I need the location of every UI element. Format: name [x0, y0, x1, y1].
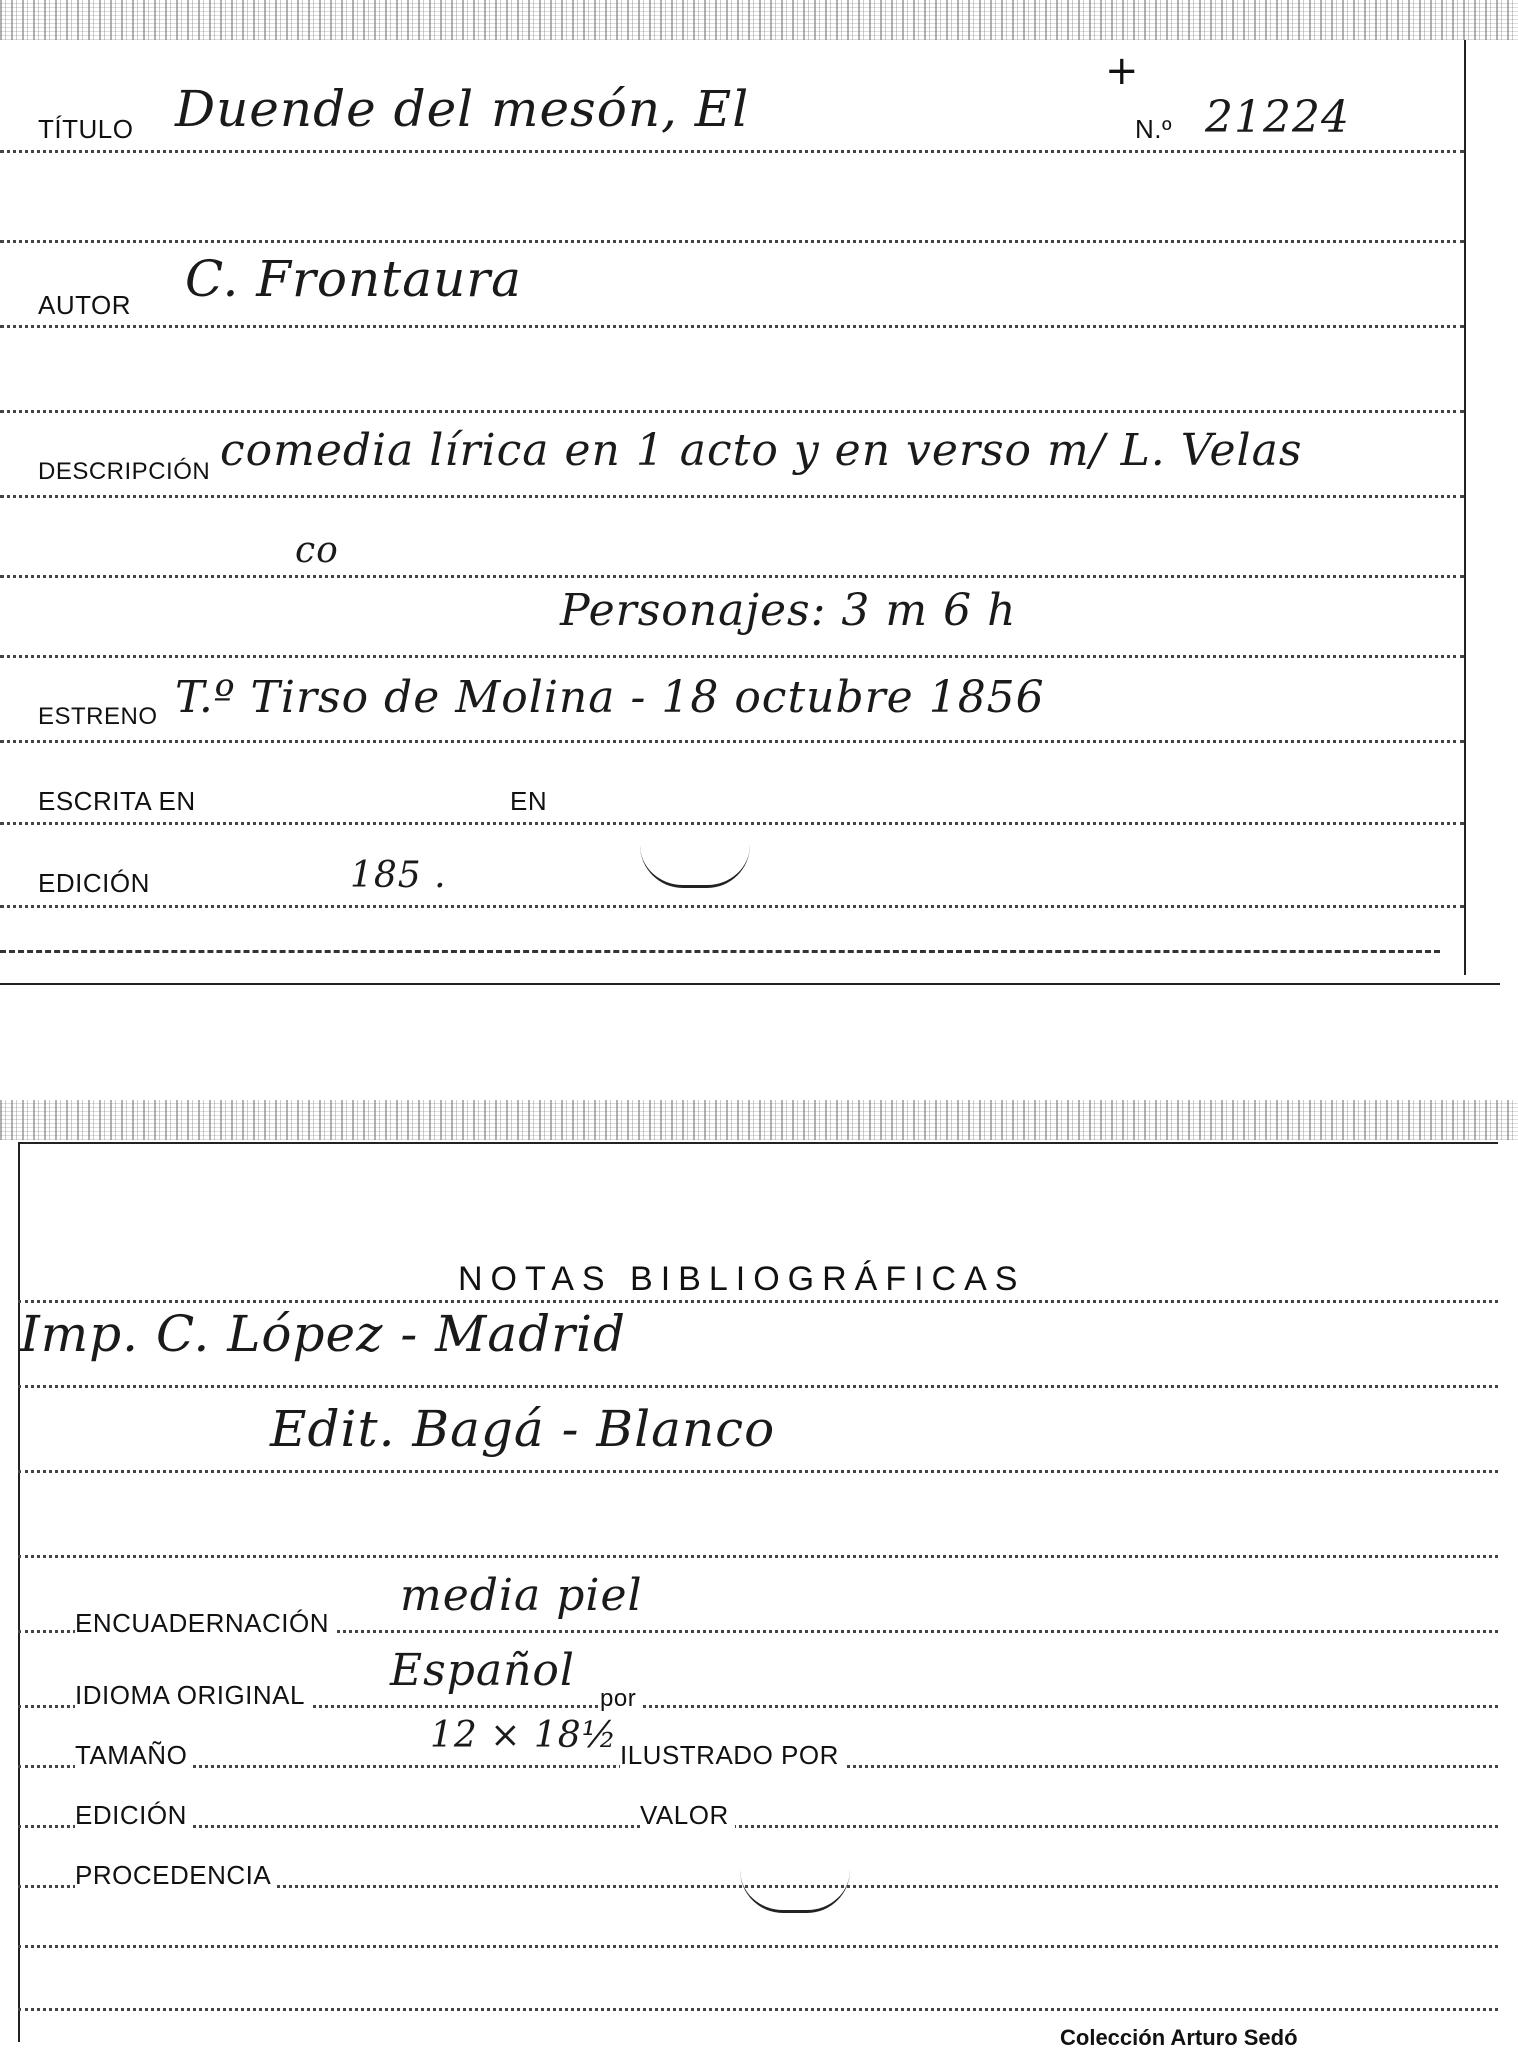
- edicion-value: 185 .: [350, 855, 447, 896]
- punch-hole-arc: [640, 845, 750, 888]
- ruled-line: [18, 1825, 1498, 1828]
- ruled-line: [0, 240, 1464, 243]
- encuadernacion-value: media piel: [400, 1570, 643, 1621]
- encuadernacion-label: ENCUADERNACIÓN: [75, 1608, 335, 1639]
- ruled-line: [0, 325, 1464, 328]
- edicion-label: EDICIÓN: [75, 1800, 193, 1831]
- por-label: por: [600, 1685, 642, 1713]
- card-top-edge-texture: [0, 1100, 1518, 1140]
- ilustrado-por-label: ILUSTRADO POR: [620, 1740, 845, 1771]
- idioma-original-value: Español: [390, 1645, 575, 1696]
- card-right-border: [1464, 40, 1466, 975]
- ruled-line: [0, 575, 1464, 578]
- ruled-line: [18, 1470, 1498, 1473]
- edicion-label: EDICIÓN: [38, 868, 156, 899]
- ruled-line: [0, 655, 1464, 658]
- autor-value: C. Frontaura: [185, 250, 522, 308]
- ruled-line: [18, 1300, 1498, 1303]
- notas-heading: NOTAS BIBLIOGRÁFICAS: [458, 1260, 1026, 1298]
- descripcion-value-1: comedia lírica en 1 acto y en verso m/ L. Velas: [220, 425, 1303, 476]
- ruled-line: [0, 822, 1464, 825]
- descripcion-value-2: co: [295, 530, 339, 571]
- ruled-line: [0, 150, 1464, 153]
- tamano-value: 12 × 18½: [430, 1715, 618, 1756]
- ruled-line: [18, 1385, 1498, 1388]
- ruled-line: [0, 410, 1464, 413]
- card-bottom-border: [0, 983, 1500, 985]
- estreno-label: ESTRENO: [38, 703, 164, 731]
- estreno-value: T.º Tirso de Molina - 18 octubre 1856: [175, 672, 1045, 723]
- collection-footer: Colección Arturo Sedó: [1060, 2025, 1298, 2050]
- punch-hole-arc: [740, 1870, 850, 1913]
- ruled-line: [18, 2008, 1498, 2011]
- notes-line-2: Edit. Bagá - Blanco: [270, 1400, 776, 1458]
- card-cut-edge: [0, 950, 1440, 953]
- card-top-edge-texture: [0, 0, 1518, 40]
- catalog-card-back: [0, 1100, 1518, 2056]
- ruled-line: [0, 905, 1464, 908]
- idioma-original-label: IDIOMA ORIGINAL: [75, 1680, 311, 1711]
- ruled-line: [0, 740, 1464, 743]
- card-top-border: [18, 1142, 1498, 1144]
- personajes-value: Personajes: 3 m 6 h: [560, 585, 1017, 636]
- valor-label: VALOR: [640, 1800, 735, 1831]
- ruled-line: [18, 1555, 1498, 1558]
- ruled-line: [18, 1945, 1498, 1948]
- autor-label: AUTOR: [38, 290, 137, 321]
- ruled-line: [0, 495, 1464, 498]
- catalog-card-front: [0, 0, 1518, 985]
- escrita-en-label: ESCRITA EN: [38, 786, 202, 817]
- numero-label: N.º: [1135, 114, 1178, 145]
- procedencia-label: PROCEDENCIA: [75, 1860, 277, 1891]
- tamano-label: TAMAÑO: [75, 1740, 193, 1771]
- cross-mark: +: [1105, 48, 1139, 94]
- titulo-label: TÍTULO: [38, 114, 139, 145]
- numero-value: 21224: [1205, 92, 1350, 143]
- descripcion-label: DESCRIPCIÓN: [38, 458, 216, 486]
- card-left-border: [18, 1142, 20, 2042]
- en-label: EN: [510, 786, 553, 817]
- notes-line-1: Imp. C. López - Madrid: [20, 1305, 627, 1363]
- titulo-value: Duende del mesón, El: [175, 80, 750, 138]
